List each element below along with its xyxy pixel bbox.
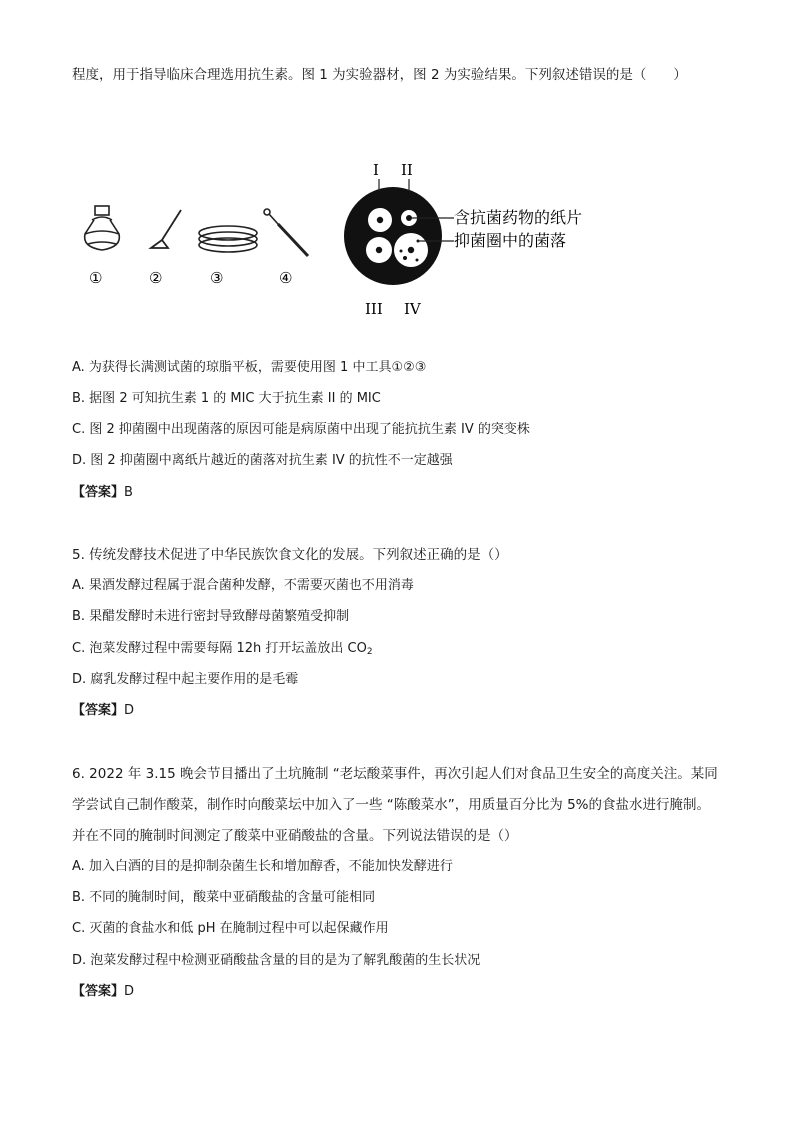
q6-answer-value: D bbox=[124, 984, 135, 999]
experiment-figure-svg bbox=[68, 150, 628, 325]
q6-stem-line-1: 6. 2022 年 3.15 晚会节目播出了土坑腌制 “老坛酸菜事件，再次引起人们对食品卫生安全的高度关注。某同 bbox=[72, 766, 718, 782]
q5-answer-value: D bbox=[124, 703, 135, 718]
q4-answer-label: 【答案】 bbox=[72, 485, 125, 500]
q6-answer-label: 【答案】 bbox=[72, 984, 125, 999]
q6-option-a: A. 加入白酒的目的是抑制杂菌生长和增加醇香，不能加快发酵进行 bbox=[72, 859, 453, 874]
q4-option-c: C. 图 2 抑菌圈中出现菌落的原因可能是病原菌中出现了能抗抗生素 IV 的突变株 bbox=[72, 422, 530, 437]
spreader-icon bbox=[151, 210, 181, 248]
q5-option-b: B. 果醋发酵时未进行密封导致酵母菌繁殖受抑制 bbox=[72, 609, 350, 624]
q4-figure bbox=[68, 150, 628, 325]
q5-stem: 5. 传统发酵技术促进了中华民族饮食文化的发展。下列叙述正确的是（） bbox=[72, 547, 508, 563]
q5-option-d: D. 腐乳发酵过程中起主要作用的是毛霉 bbox=[72, 672, 299, 687]
q6-stem-line-2: 学尝试自己制作酸菜，制作时向酸菜坛中加入了一些 “陈酸菜水”，用质量百分比为 5%的食盐水进行腌制。 bbox=[72, 797, 710, 813]
disc-label-1: I bbox=[373, 161, 379, 179]
tool-label-1: ① bbox=[89, 269, 103, 287]
q5-option-c-text: C. 泡菜发酵过程中需要每隔 12h 打开坛盖放出 CO bbox=[72, 641, 367, 656]
q5-option-c-subscript: 2 bbox=[366, 647, 373, 657]
disc-label-4: IV bbox=[404, 300, 421, 318]
q6-stem-line-3: 并在不同的腌制时间测定了酸菜中亚硝酸盐的含量。下列说法错误的是（） bbox=[72, 828, 518, 844]
q6-answer bbox=[72, 983, 134, 1001]
petri-plate-result bbox=[344, 187, 442, 285]
q6-option-d: D. 泡菜发酵过程中检测亚硝酸盐含量的目的是为了解乳酸菌的生长状况 bbox=[72, 953, 481, 968]
q5-option-a: A. 果酒发酵过程属于混合菌种发酵，不需要灭菌也不用消毒 bbox=[72, 578, 414, 593]
callout-paper-disc: 含抗菌药物的纸片 bbox=[454, 208, 583, 227]
flask-icon bbox=[85, 206, 120, 250]
disc-label-3: III bbox=[365, 300, 383, 318]
q4-answer bbox=[72, 484, 133, 502]
q4-option-b: B. 据图 2 可知抗生素 1 的 MIC 大于抗生素 II 的 MIC bbox=[72, 391, 381, 406]
q4-option-d: D. 图 2 抑菌圈中离纸片越近的菌落对抗生素 IV 的抗性不一定越强 bbox=[72, 453, 453, 468]
petri-dish-icon bbox=[199, 226, 257, 252]
q4-answer-value: B bbox=[124, 485, 133, 500]
q4-option-a: A. 为获得长满测试菌的琼脂平板，需要使用图 1 中工具①②③ bbox=[72, 360, 427, 375]
q5-answer-label: 【答案】 bbox=[72, 703, 125, 718]
q5-option-c bbox=[72, 640, 373, 661]
tool-label-3: ③ bbox=[210, 269, 224, 287]
tool-label-2: ② bbox=[149, 269, 163, 287]
disc-label-2: II bbox=[401, 161, 413, 179]
q6-option-b: B. 不同的腌制时间，酸菜中亚硝酸盐的含量可能相同 bbox=[72, 890, 376, 905]
callout-colony: 抑菌圈中的菌落 bbox=[454, 231, 567, 250]
q5-answer bbox=[72, 702, 134, 720]
inoculating-loop-icon bbox=[264, 209, 308, 256]
tool-label-4: ④ bbox=[279, 269, 293, 287]
q6-option-c: C. 灭菌的食盐水和低 pH 在腌制过程中可以起保藏作用 bbox=[72, 921, 389, 936]
q4-stem: 程度，用于指导临床合理选用抗生素。图 1 为实验器材，图 2 为实验结果。下列叙述错误的是（ ） bbox=[72, 67, 687, 83]
